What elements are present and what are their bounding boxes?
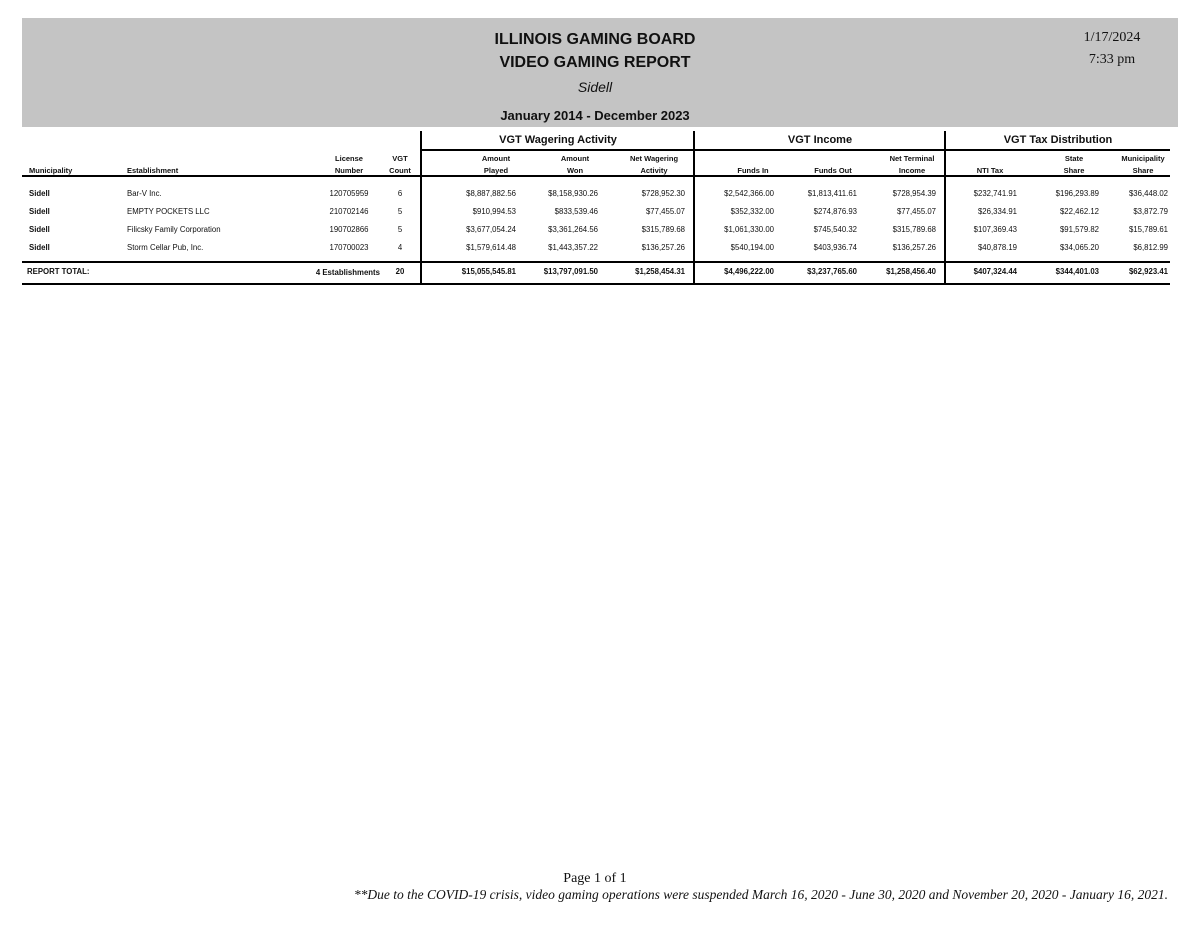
total-label: REPORT TOTAL: bbox=[27, 267, 90, 276]
col-header-municipality: Municipality bbox=[29, 166, 73, 175]
report-time: 7:33 pm bbox=[1088, 52, 1136, 67]
cell-license-number: 120705959 bbox=[329, 189, 369, 198]
cell-net-wagering: $315,789.68 bbox=[641, 225, 685, 234]
group-tax-distribution: VGT Tax Distribution bbox=[1003, 134, 1113, 146]
cell-nti-tax: $232,741.91 bbox=[973, 189, 1017, 198]
cell-vgt-count: 6 bbox=[397, 189, 403, 198]
cell-net-terminal-income: $728,954.39 bbox=[892, 189, 936, 198]
cell-funds-out: $745,540.32 bbox=[813, 225, 857, 234]
cell-net-wagering: $136,257.26 bbox=[641, 243, 685, 252]
group-wagering-activity: VGT Wagering Activity bbox=[499, 134, 617, 146]
cell-municipality: Sidell bbox=[29, 207, 50, 216]
cell-vgt-count: 5 bbox=[397, 207, 403, 216]
cell-establishment: Filicsky Family Corporation bbox=[127, 225, 221, 234]
cell-net-terminal-income: $315,789.68 bbox=[892, 225, 936, 234]
cell-net-terminal-income: $77,455.07 bbox=[896, 207, 936, 216]
total-top-rule bbox=[22, 261, 1170, 263]
total-establishments: 4 Establishments bbox=[315, 268, 380, 277]
cell-municipality: Sidell bbox=[29, 189, 50, 198]
cell-amount-played: $3,677,054.24 bbox=[466, 225, 516, 234]
cell-funds-in: $2,542,366.00 bbox=[724, 189, 774, 198]
total-bottom-rule bbox=[22, 283, 1170, 285]
total-municipality-share: $62,923.41 bbox=[1128, 267, 1168, 276]
covid-footnote: **Due to the COVID-19 crisis, video gaming operations were suspended March 16, 2020 - June 30, 2020 and November 20, 2020 - January 16, 2021. bbox=[353, 887, 1168, 902]
cell-municipality: Sidell bbox=[29, 225, 50, 234]
cell-state-share: $91,579.82 bbox=[1059, 225, 1099, 234]
group-income: VGT Income bbox=[787, 134, 853, 146]
col-header-state-share: State Share bbox=[1063, 154, 1085, 175]
report-subtitle-type: VIDEO GAMING REPORT bbox=[499, 54, 691, 71]
cell-state-share: $34,065.20 bbox=[1059, 243, 1099, 252]
cell-state-share: $196,293.89 bbox=[1055, 189, 1099, 198]
cell-funds-in: $1,061,330.00 bbox=[724, 225, 774, 234]
total-state-share: $344,401.03 bbox=[1055, 267, 1099, 276]
cell-municipality-share: $15,789.61 bbox=[1128, 225, 1168, 234]
cell-vgt-count: 4 bbox=[397, 243, 403, 252]
cell-amount-won: $8,158,930.26 bbox=[548, 189, 598, 198]
report-date: 1/17/2024 bbox=[1083, 30, 1141, 45]
col-header-funds-out: Funds Out bbox=[814, 166, 852, 175]
col-header-amount-won: Amount Won bbox=[560, 154, 590, 175]
total-net-wagering: $1,258,454.31 bbox=[635, 267, 685, 276]
divider-wagering bbox=[420, 131, 422, 285]
cell-net-terminal-income: $136,257.26 bbox=[892, 243, 936, 252]
report-location: Sidell bbox=[577, 79, 613, 95]
col-header-nti-tax: NTI Tax bbox=[976, 166, 1004, 175]
cell-funds-out: $403,936.74 bbox=[813, 243, 857, 252]
cell-amount-played: $1,579,614.48 bbox=[466, 243, 516, 252]
cell-funds-in: $540,194.00 bbox=[730, 243, 774, 252]
cell-net-wagering: $77,455.07 bbox=[645, 207, 685, 216]
col-header-net-wagering: Net Wagering Activity bbox=[629, 154, 679, 175]
cell-amount-won: $3,361,264.56 bbox=[548, 225, 598, 234]
divider-income bbox=[693, 131, 695, 285]
cell-amount-played: $8,887,882.56 bbox=[466, 189, 516, 198]
cell-state-share: $22,462.12 bbox=[1059, 207, 1099, 216]
cell-establishment: Bar-V Inc. bbox=[127, 189, 162, 198]
cell-municipality-share: $6,812.99 bbox=[1133, 243, 1168, 252]
cell-nti-tax: $26,334.91 bbox=[977, 207, 1017, 216]
total-net-terminal-income: $1,258,456.40 bbox=[886, 267, 936, 276]
cell-funds-in: $352,332.00 bbox=[730, 207, 774, 216]
cell-funds-out: $274,876.93 bbox=[813, 207, 857, 216]
total-amount-played: $15,055,545.81 bbox=[461, 267, 516, 276]
cell-amount-won: $1,443,357.22 bbox=[548, 243, 598, 252]
total-funds-out: $3,237,765.60 bbox=[807, 267, 857, 276]
cell-establishment: EMPTY POCKETS LLC bbox=[127, 207, 210, 216]
col-header-municipality-share: Municipality Share bbox=[1121, 154, 1165, 175]
report-title: ILLINOIS GAMING BOARD bbox=[494, 31, 696, 48]
group-header-rule bbox=[421, 149, 1170, 151]
cell-nti-tax: $107,369.43 bbox=[973, 225, 1017, 234]
total-vgt-count: 20 bbox=[395, 267, 405, 276]
cell-amount-won: $833,539.46 bbox=[554, 207, 598, 216]
total-funds-in: $4,496,222.00 bbox=[724, 267, 774, 276]
cell-license-number: 190702866 bbox=[329, 225, 369, 234]
cell-municipality-share: $3,872.79 bbox=[1133, 207, 1168, 216]
total-nti-tax: $407,324.44 bbox=[973, 267, 1017, 276]
total-amount-won: $13,797,091.50 bbox=[543, 267, 598, 276]
cell-nti-tax: $40,878.19 bbox=[977, 243, 1017, 252]
col-header-vgt-count: VGT Count bbox=[389, 154, 411, 175]
cell-municipality-share: $36,448.02 bbox=[1128, 189, 1168, 198]
cell-establishment: Storm Cellar Pub, Inc. bbox=[127, 243, 204, 252]
cell-municipality: Sidell bbox=[29, 243, 50, 252]
cell-amount-played: $910,994.53 bbox=[472, 207, 516, 216]
cell-vgt-count: 5 bbox=[397, 225, 403, 234]
col-header-license: License Number bbox=[334, 154, 364, 175]
col-header-net-terminal-income: Net Terminal Income bbox=[889, 154, 935, 175]
col-header-funds-in: Funds In bbox=[737, 166, 769, 175]
cell-funds-out: $1,813,411.61 bbox=[807, 189, 857, 198]
col-header-amount-played: Amount Played bbox=[481, 154, 511, 175]
report-period: January 2014 - December 2023 bbox=[500, 108, 690, 123]
cell-license-number: 170700023 bbox=[329, 243, 369, 252]
page-number: Page 1 of 1 bbox=[563, 871, 627, 886]
col-header-establishment: Establishment bbox=[127, 166, 179, 175]
cell-net-wagering: $728,952.30 bbox=[641, 189, 685, 198]
cell-license-number: 210702146 bbox=[329, 207, 369, 216]
